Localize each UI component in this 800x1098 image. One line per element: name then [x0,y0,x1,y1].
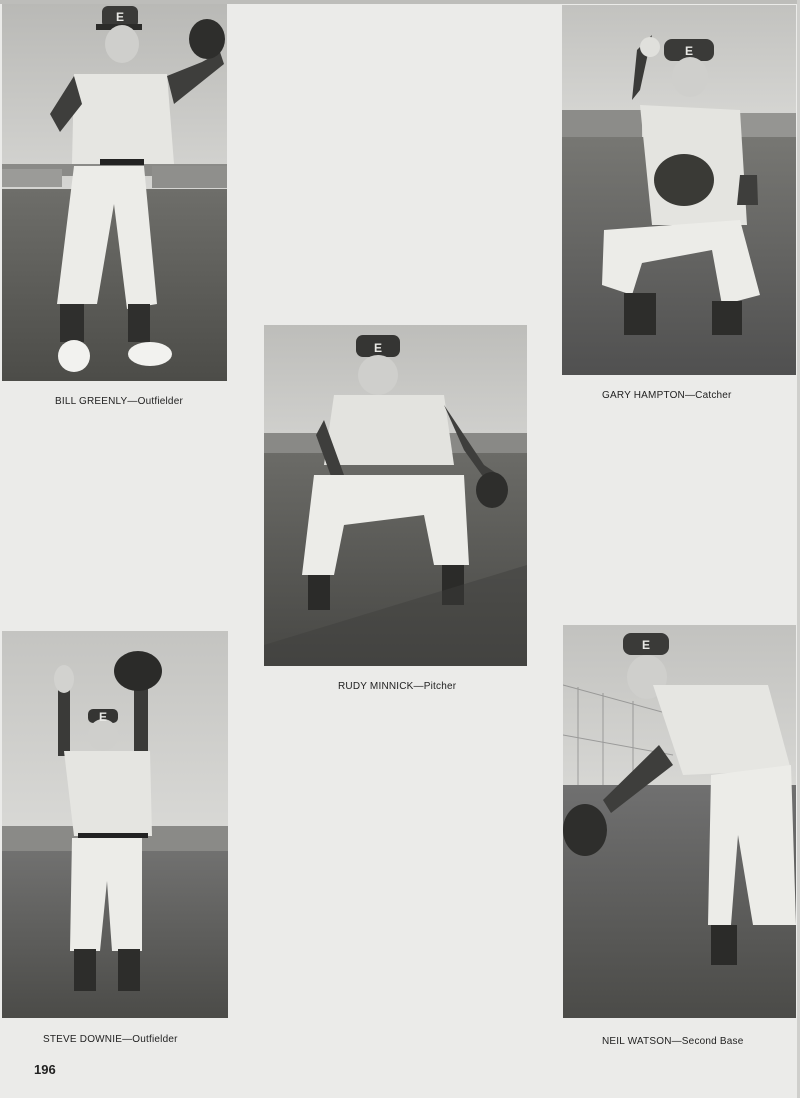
cap-letter: E [373,341,383,355]
caption-steve-downie: STEVE DOWNIE—Outfielder [43,1034,178,1045]
photo-bill-greenly [2,4,227,381]
caption-gary-hampton: GARY HAMPTON—Catcher [602,390,732,401]
cap-letter: E [115,10,125,24]
caption-bill-greenly: BILL GREENLY—Outfielder [55,396,183,407]
photo-rudy-minnick [264,325,527,666]
photo-steve-downie [2,631,228,1018]
caption-neil-watson: NEIL WATSON—Second Base [602,1036,744,1047]
player-photo-image [2,4,227,381]
cap-letter: E [684,44,694,58]
caption-rudy-minnick: RUDY MINNICK—Pitcher [338,681,457,692]
player-photo-image [563,625,796,1018]
player-photo-image [264,325,527,666]
player-photo-image [562,5,796,375]
cap-letter: E [641,638,651,652]
photo-gary-hampton [562,5,796,375]
cap-letter: E [98,710,108,724]
photo-neil-watson [563,625,796,1018]
page-number: 196 [34,1062,56,1077]
player-photo-image [2,631,228,1018]
